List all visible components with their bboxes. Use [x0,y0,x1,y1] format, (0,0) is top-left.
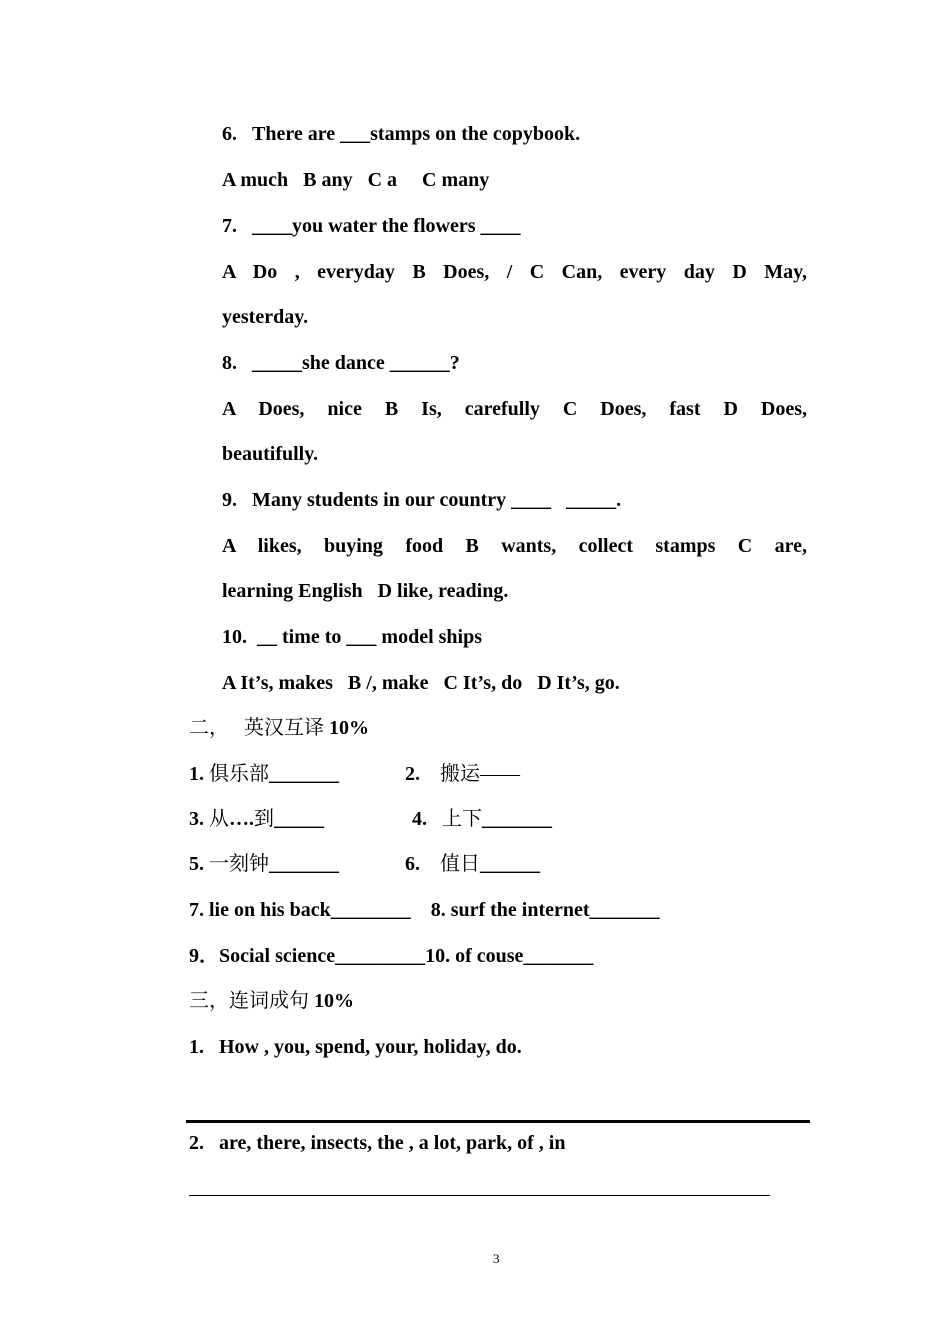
q7-options-line1: A Do , everyday B Does, / C Can, every day D May, [222,261,807,283]
s2-item-1-blank: _______ [269,763,339,785]
s2-item-2 [405,762,520,786]
s2-item-3-number: 3. [189,808,204,830]
s2-item-6-blank: ______ [480,853,540,875]
section2-title-cn: 二， 英汉互译 [189,717,324,739]
s2-items-7-8: 7. lie on his back________ 8. surf the internet_______ [189,899,660,921]
page-number: 3 [493,1251,500,1266]
s2-item-6-number: 6. [405,853,420,875]
q6-options: A much B any C a C many [222,169,490,191]
s2-item-5-number: 5. [189,853,204,875]
s2-item-1-number: 1. [189,763,204,785]
section2-title [189,716,369,740]
s2-item-5-text: 一刻钟 [209,853,269,875]
q8-options-line2: beautifully. [222,443,319,465]
q7-options-line2: yesterday. [222,306,309,328]
s2-item-3 [189,807,324,831]
answer-line-1 [186,1120,810,1123]
s2-item-2-number: 2. [405,763,420,785]
s2-items-9-10: 9．Social science_________10. of couse_______ [189,945,594,967]
section3-title-pct: 10% [309,990,354,1012]
s2-item-4 [412,807,552,831]
s2-item-4-blank: _______ [482,808,552,830]
q9-options-line2: learning English D like, reading. [222,580,509,602]
section3-title [189,989,354,1013]
s2-item-4-number: 4. [412,808,427,830]
s2-item-2-text: 搬运 [440,763,480,785]
section3-title-cn: 三，连词成句 [189,990,309,1012]
q9-options-line1: A likes, buying food B wants, collect stamps C are, [222,535,807,557]
s2-item-6 [405,852,540,876]
q10-options: A It’s, makes B /, make C It’s, do D It’s, go. [222,672,620,694]
s2-item-1 [189,762,339,786]
s2-item-4-text: 上下 [442,808,482,830]
section2-title-pct: 10% [324,717,369,739]
s3-question-2: 2. are, there, insects, the , a lot, park, of , in [189,1132,566,1154]
s2-item-3-text2: 到 [254,808,274,830]
q7-stem: 7. ____you water the flowers ____ [222,215,521,237]
q10-stem: 10. __ time to ___ model ships [222,626,482,648]
q8-options-line1: A Does, nice B Is, carefully C Does, fast D Does, [222,398,807,420]
s3-question-1: 1. How , you, spend, your, holiday, do. [189,1036,522,1058]
s2-item-3-blank: _____ [274,808,324,830]
q8-stem: 8. _____she dance ______? [222,352,460,374]
s2-item-2-blank: —— [480,763,520,785]
answer-line-2 [189,1195,770,1196]
s2-item-3-dots: …. [229,808,254,830]
s2-item-6-text: 值日 [440,853,480,875]
s2-item-5 [189,852,339,876]
s2-item-1-text: 俱乐部 [209,763,269,785]
q6-stem: 6. There are ___stamps on the copybook. [222,123,581,145]
s2-item-5-blank: _______ [269,853,339,875]
q9-stem: 9. Many students in our country ____ _____. [222,489,622,511]
s2-item-3-text: 从 [209,808,229,830]
